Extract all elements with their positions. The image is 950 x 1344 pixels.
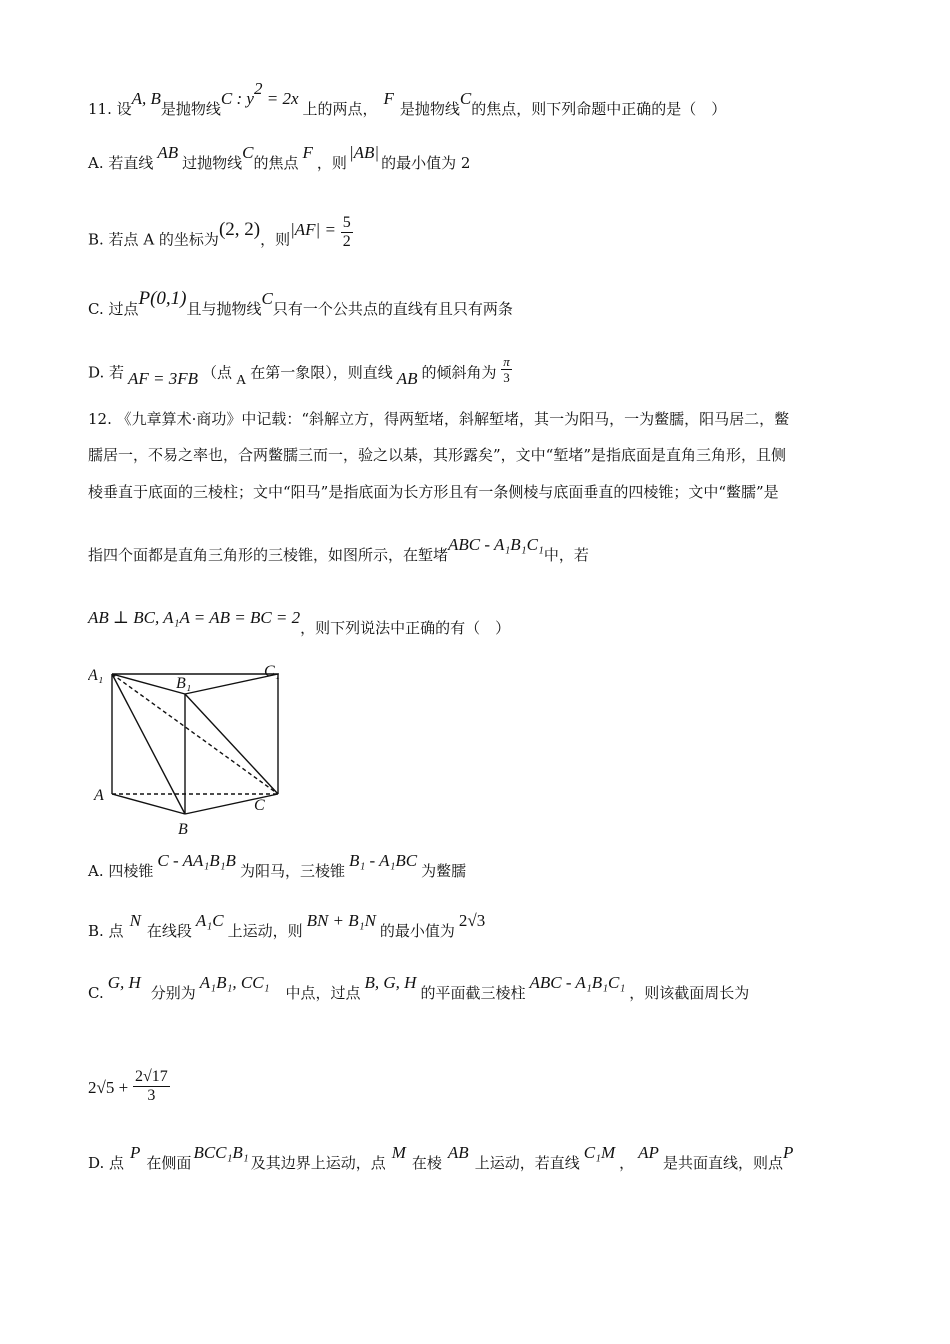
label-a1: A₁ (88, 667, 104, 684)
label-b1: B₁ (176, 675, 192, 692)
edge-a-b (112, 794, 185, 814)
q12-option-c-perimeter: 2√5 + $\frac{2√17}{3}$ (88, 1068, 168, 1104)
perimeter-fraction: $\frac{2√17}{3}$ (134, 1068, 168, 1104)
label-c: C (254, 797, 265, 814)
q11-d-fraction: $\frac{\pi}{3}$ (503, 354, 510, 385)
q11-option-a: A. 若直线AB过抛物线C的焦点F，则|AB|的最小值为 2 (88, 143, 471, 172)
label-c1: C₁ (264, 663, 281, 680)
q12-option-a: A. 四棱锥C - AA₁B₁B为阳马，三棱锥B₁ - A₁BC为鳖臑 (88, 851, 467, 880)
q11-option-d: D. 若 AF = 3FB （点 A 在第一象限），则直线 AB 的倾斜角为 $\frac{\pi}{3}$ (88, 354, 510, 388)
q12-para-4: 指四个面都是直角三角形的三棱锥，如图所示，在堑堵ABC - A₁B₁C₁中，若 (88, 535, 589, 564)
q12-para-3: 棱垂直于底面的三棱柱；文中“阳马”是指底面为长方形且有一条侧棱与底面垂直的四棱锥；文中“鳖臑”是 (88, 483, 779, 501)
label-a: A (94, 787, 104, 804)
q11-option-b: B. 若点 A 的坐标为(2, 2)，则|AF| = $\frac{5}{2}$ (88, 214, 351, 250)
prism-figure (88, 662, 288, 840)
q12-para-5: AB ⊥ BC, A₁A = AB = BC = 2，则下列说法中正确的有（ ） (88, 608, 511, 637)
edge-b1-c (185, 694, 278, 794)
q11-b-fraction: $\frac{5}{2}$ (342, 214, 351, 250)
q12-para-2: 臑居一，不易之率也，合两鳖臑三而一，验之以棊，其形露矣”，文中“堑堵”是指底面是直角三角形，且侧 (88, 446, 787, 464)
label-b: B (178, 821, 188, 838)
q12-option-b: B. 点N在线段A₁C上运动，则BN + B₁N的最小值为2√3 (88, 911, 486, 940)
q12-para-1: 12. 《九章算术·商功》中记载：“斜解立方，得两堑堵，斜解堑堵，其一为阳马，一为鳖臑，阳马居二，鳖 (88, 410, 790, 428)
edge-a1-b1 (112, 674, 185, 694)
q12-option-c: C.G, H分别为A₁B₁, CC₁中点，过点B, G, H的平面截三棱柱ABC - A₁B₁C₁，则该截面周长为 (88, 973, 750, 1002)
edge-a1-b (112, 674, 185, 814)
q11-stem: 11. 设A, B是抛物线C : $y^2 = 2x$上的两点，F是抛物线C的焦点，则下列命题中正确的是（ ） (88, 79, 727, 118)
q11-option-c: C. 过点P(0,1)且与抛物线C只有一个公共点的直线有且只有两条 (88, 288, 513, 318)
q12-option-d: D. 点P在侧面BCC₁B₁及其边界上运动，点M在棱AB上运动，若直线C₁M，AP是共面直线，则点P (88, 1143, 794, 1172)
